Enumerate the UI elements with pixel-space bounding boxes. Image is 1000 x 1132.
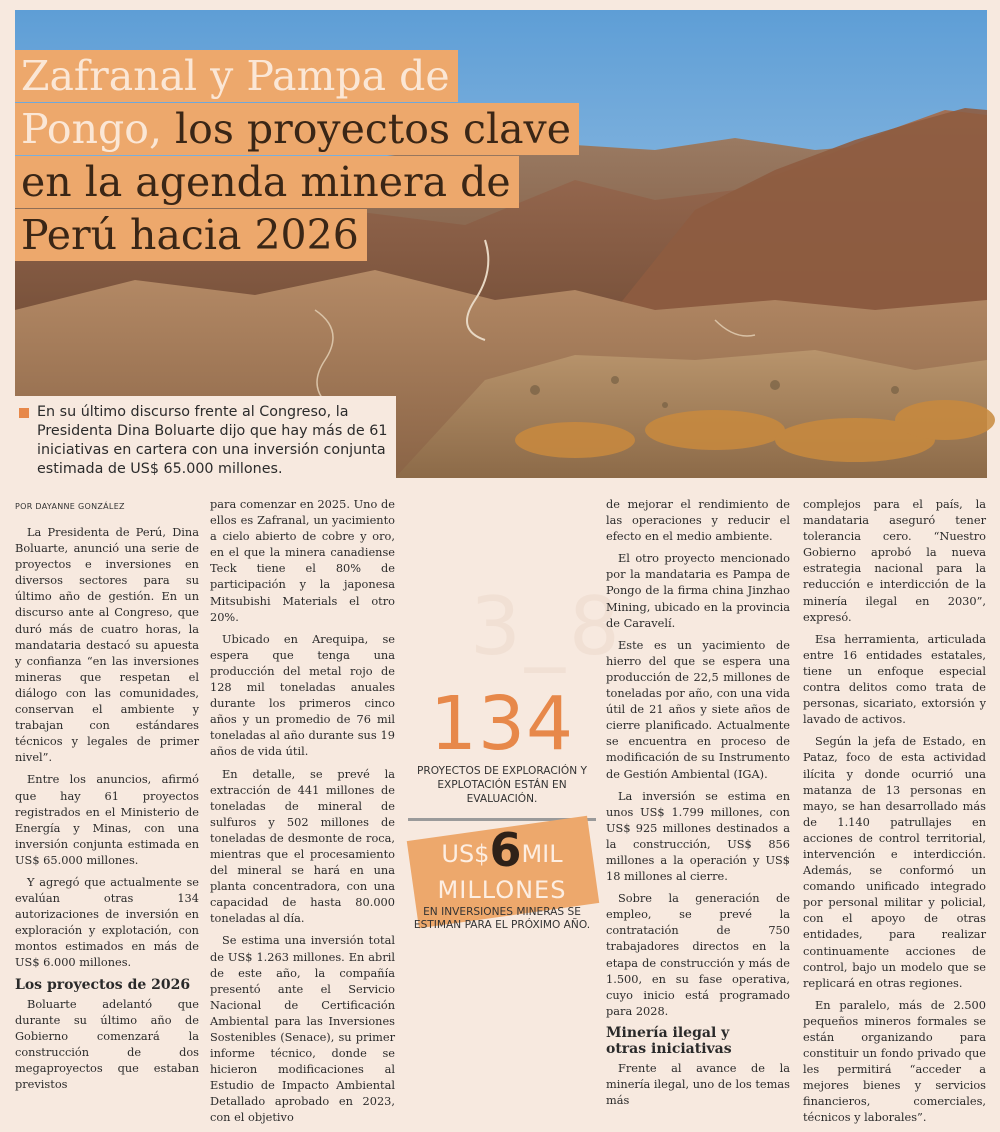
column-3 bbox=[606, 496, 790, 1114]
paragraph: Según la jefa de Estado, en Pataz, foco de esta actividad ilícita y donde ocurrió una matanza de 13 personas en mayo, se han desarrollado más de 1.140 patrullajes en acciones de control territorial, intervención e interdicción. Además, se conformó un comando unificado integrado por personal militar y policial, con el apoyo de otras entidades, para realizar continuamente acciones de control, bajo un modelo que se replicará en otras regiones. bbox=[803, 734, 986, 990]
paragraph: Se estima una inversión total de US$ 1.263 millones. En abril de este año, la compañía presentó ante el Servicio Nacional de Certificación Ambiental para las Inversiones Sostenibles (Senace), su primer informe técnico, donde se hicieron modificaciones al Estudio de Impacto Ambiental Detallado aprobado en 2023, con el objetivo bbox=[210, 933, 395, 1125]
paragraph: Y agregó que actualmente se evalúan otras 134 autorizaciones de inversión en exploración y explotación, con montos estimados en más de US$ 6.000 millones. bbox=[15, 874, 199, 970]
paragraph: Frente al avance de la minería ilegal, uno de los temas más bbox=[606, 1060, 790, 1108]
paragraph: La inversión se estima en unos US$ 1.799 millones, con US$ 925 millones destinados a la construcción, US$ 856 millones a la operación y US$ 18 millones al cierre. bbox=[606, 788, 790, 884]
stat-investment bbox=[408, 823, 596, 932]
paragraph: La Presidenta de Perú, Dina Boluarte, anunció una serie de proyectos e inversiones en diversos sectores para su último año de gestión. En un discurso ante al Congreso, que duró más de cuatro horas, la mandataria destacó su apuesta y confianza “en las inversiones mineras que respetan el diálogo con las comunidades, conservan el ambiente y trabajan con estándares técnicos y legales de primer nivel”. bbox=[15, 525, 199, 765]
headline-line-4: Perú hacia 2026 bbox=[15, 209, 367, 261]
stat-investment-suffix: MIL bbox=[521, 840, 563, 868]
stat-investment-prefix: US$ bbox=[441, 840, 490, 868]
ghost-watermark: 3_8 bbox=[470, 580, 624, 673]
headline bbox=[15, 50, 655, 262]
paragraph: Este es un yacimiento de hierro del que se espera una producción de 22,5 millones de toneladas por año, con una vida útil de 21 años y siete años de cierre planificado. Actualmente se encuentra en proceso de modificación de su Instrumento de Gestión Ambiental (IGA). bbox=[606, 637, 790, 781]
stat-investment-caption: EN INVERSIONES MINERAS SE ESTIMAN PARA EL PRÓXIMO AÑO. bbox=[413, 906, 591, 931]
subheading: Minería ilegal y otras iniciativas bbox=[606, 1024, 732, 1057]
byline: POR DAYANNE GONZÁLEZ bbox=[15, 502, 125, 511]
bullet-square-icon bbox=[19, 408, 29, 418]
paragraph: complejos para el país, la mandataria aseguró tener tolerancia cero. “Nuestro Gobierno aprobó la nueva estrategia nacional para la reducción e interdicción de la minería ilegal en 2030”, expresó. bbox=[803, 497, 986, 624]
paragraph: Ubicado en Arequipa, se espera que tenga una producción del metal rojo de 128 mil toneladas anuales durante los primeros cinco años y un promedio de 76 mil toneladas al año durante sus 19 años de vida útil. bbox=[210, 631, 395, 759]
headline-line-2: Pongo, los proyectos clave bbox=[15, 103, 579, 155]
paragraph: Boluarte adelantó que durante su último año de Gobierno comenzará la construcción de dos megaproyectos que estaban previstos bbox=[15, 996, 199, 1091]
paragraph: para comenzar en 2025. Uno de ellos es Zafranal, un yacimiento a cielo abierto de cobre y oro, en el que la minera canadiense Teck tiene el 80% de participación y la japonesa Mitsubishi Materials el otro 20%. bbox=[210, 497, 395, 624]
stat-projects-number: 134 bbox=[429, 681, 575, 767]
headline-line-3: en la agenda minera de bbox=[15, 156, 519, 208]
column-4 bbox=[803, 496, 986, 1132]
paragraph: En paralelo, más de 2.500 pequeños mineros formales se están organizando para constituir un fondo privado que les permitirá “acceder a mejores bienes y servicios financieros, comerciales, técnicos y laborales”. bbox=[803, 997, 986, 1125]
column-2 bbox=[210, 496, 395, 1132]
paragraph: de mejorar el rendimiento de las operaciones y reducir el efecto en el medio ambiente. bbox=[606, 497, 790, 544]
headline-line-1: Zafranal y Pampa de bbox=[15, 50, 458, 102]
paragraph: El otro proyecto mencionado por la mandataria es Pampa de Pongo de la firma china Jinzhao Mining, ubicado en la provincia de Caravelí. bbox=[606, 551, 790, 630]
paragraph: Sobre la generación de empleo, se prevé la contratación de 750 trabajadores directos en la etapa de construcción y más de 1.500, en su fase operativa, cuyo inicio está programado para 2028. bbox=[606, 891, 790, 1018]
paragraph: En detalle, se prevé la extracción de 441 millones de toneladas de mineral de sulfuros y 502 millones de toneladas de desmonte de roca, mientras que el procesamiento del mineral se hará en una planta concentradora, con una capacidad de hasta 80.000 toneladas al día. bbox=[210, 766, 395, 926]
lead-paragraph: En su último discurso frente al Congreso, la Presidenta Dina Boluarte dijo que hay más de 61 iniciativas en cartera con una inversión conjunta estimada de US$ 65.000 millones. bbox=[15, 396, 396, 478]
subheading: Los proyectos de 2026 bbox=[15, 976, 191, 993]
paragraph: Esa herramienta, articulada entre 16 entidades estatales, tiene un enfoque especial contra delitos como trata de personas, sicariato, extorsión y lavado de activos. bbox=[803, 631, 986, 727]
stat-investment-unit: MILLONES bbox=[437, 876, 567, 904]
column-1 bbox=[15, 524, 199, 1098]
stat-projects-caption: PROYECTOS DE EXPLORACIÓN Y EXPLOTACIÓN ESTÁN EN EVALUACIÓN. bbox=[416, 765, 587, 805]
paragraph: Entre los anuncios, afirmó que hay 61 proyectos registrados en el Ministerio de Energía y Minas, con una inversión conjunta estimada en US$ 65.000 millones. bbox=[15, 772, 199, 867]
stat-projects bbox=[408, 681, 596, 806]
stat-investment-number: 6 bbox=[489, 823, 522, 877]
